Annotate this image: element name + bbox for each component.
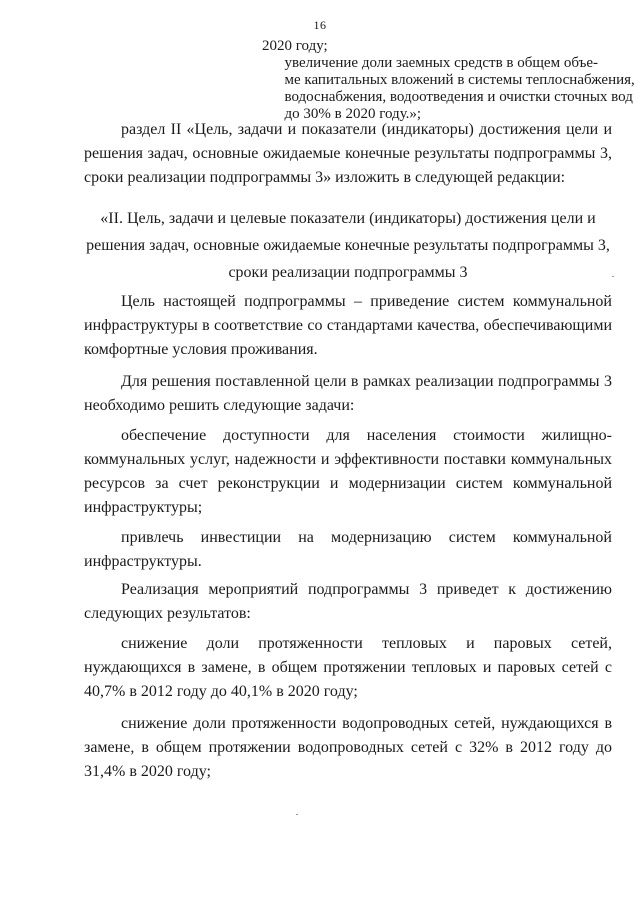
quote-line: увеличение доли заемных средств в общем объе- bbox=[262, 55, 598, 71]
paragraph-results-intro: Реализация мероприятий подпрограммы 3 приведет к достижению следующих результатов: bbox=[84, 581, 612, 622]
scan-speck bbox=[296, 814, 298, 815]
paragraph-section-amendment: раздел II «Цель, задачи и показатели (индикаторы) достижения цели и решения задач, основные ожидаемые конечные результаты подпрограммы 3, сроки реализации подпрограммы 3» изложить в следующей редакции: bbox=[84, 121, 612, 186]
paragraph-tasks-intro: Для решения поставленной цели в рамках реализации подпрограммы 3 необходимо решить следующие задачи: bbox=[84, 373, 612, 414]
quote-line: водоснабжения, водоотведения и очистки сточных вод bbox=[262, 89, 633, 105]
quote-line: 2020 году; bbox=[262, 38, 328, 54]
paragraph-goal: Цель настоящей подпрограммы – приведение систем коммунальной инфраструктуры в соответствие со стандартами качества, обеспечивающими комфортные условия проживания. bbox=[84, 293, 612, 358]
quote-line: ме капитальных вложений в системы теплоснабжения, bbox=[262, 72, 635, 88]
paragraph-task-1: обеспечение доступности для населения стоимости жилищно-коммунальных услуг, надежности и эффективности поставки коммунальных ресурсов за счет реконструкции и модернизации систем коммунальной инфраструктуры; bbox=[84, 427, 612, 516]
paragraph-result-2: снижение доли протяженности водопроводных сетей, нуждающихся в замене, в общем протяжении водопроводных сетей с 32% в 2012 году до 31,4% в 2020 году; bbox=[84, 715, 612, 780]
page-number: 16 bbox=[313, 18, 327, 32]
quoted-text-block bbox=[262, 38, 635, 123]
section-heading: «II. Цель, задачи и целевые показатели (индикаторы) достижения цели и решения задач, основные ожидаемые конечные результаты подпрограммы 3, сроки реализации подпрограммы 3 bbox=[86, 210, 610, 281]
quote-line: до 30% в 2020 году.»; bbox=[262, 106, 422, 122]
scan-speck bbox=[612, 276, 614, 277]
paragraph-result-1: снижение доли протяженности тепловых и паровых сетей, нуждающихся в замене, в общем протяжении тепловых и паровых сетей с 40,7% в 2012 году до 40,1% в 2020 году; bbox=[84, 635, 612, 700]
paragraph-task-2: привлечь инвестиции на модернизацию систем коммунальной инфраструктуры. bbox=[84, 529, 612, 570]
